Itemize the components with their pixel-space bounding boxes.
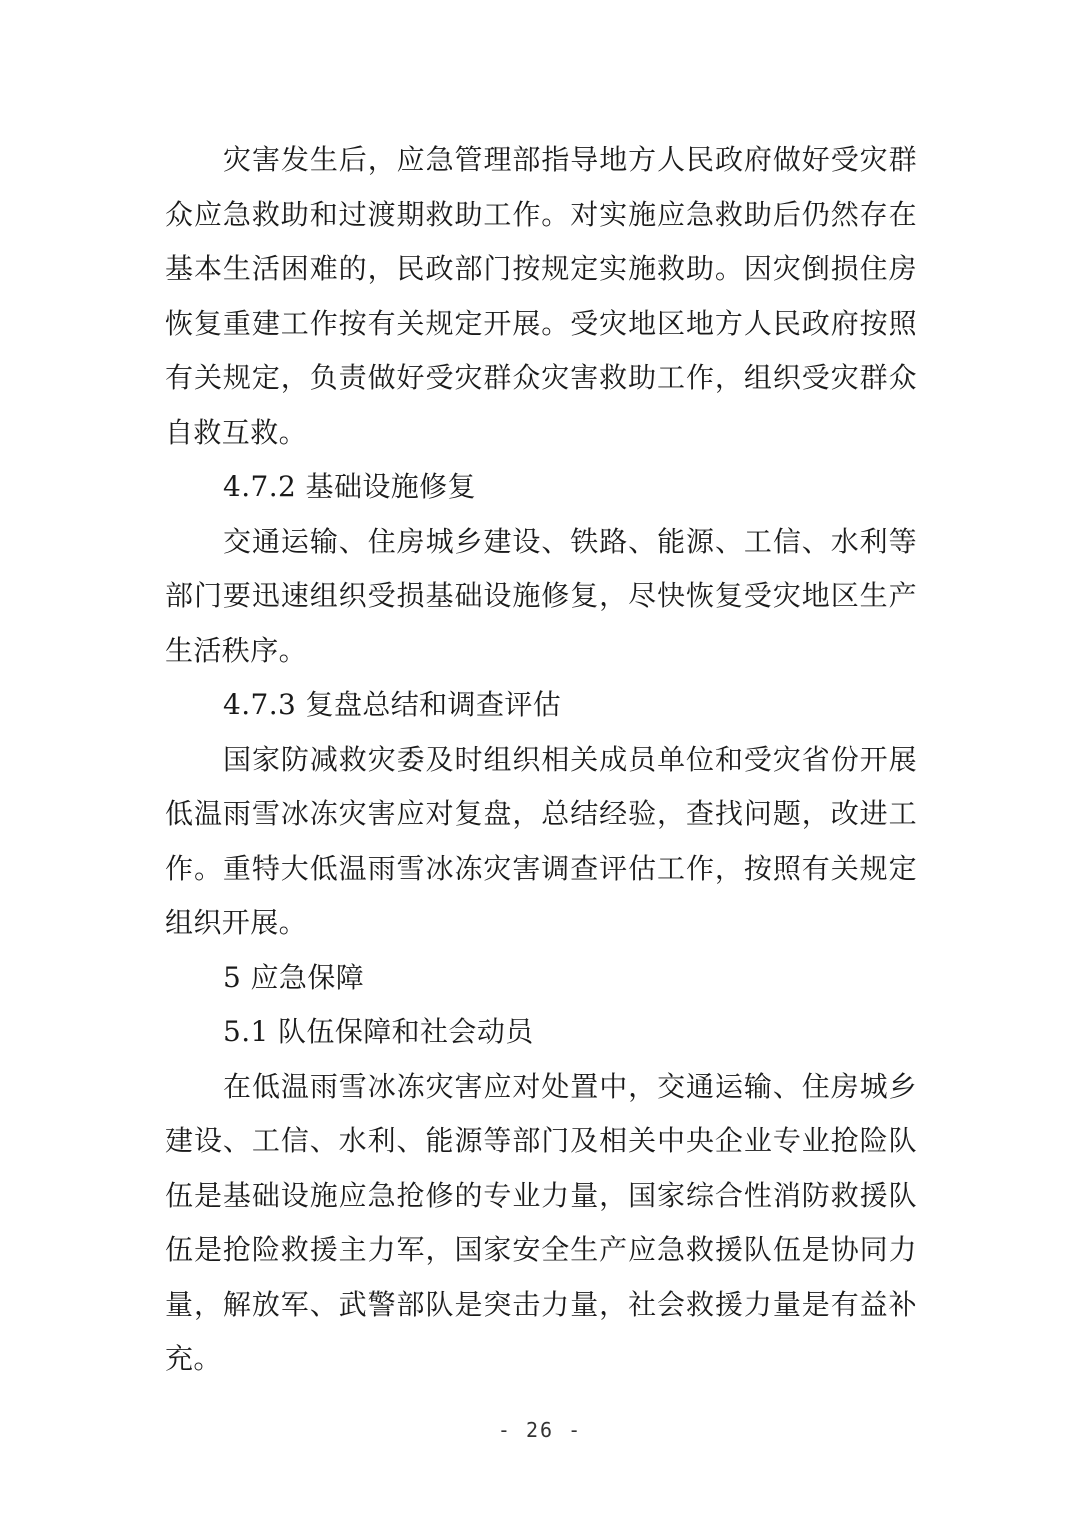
- heading-5: 5 应急保障: [223, 960, 365, 994]
- paragraph-disaster-relief: 灾害发生后，应急管理部指导地方人民政府做好受灾群众应急救助和过渡期救助工作。对实施应急救助后仍然存在基本生活困难的，民政部门按规定实施救助。因灾倒损住房恢复重建工作按有关规定开展。受灾地区地方人民政府按照有关规定，负责做好受灾群众灾害救助工作，组织受灾群众自救互救。: [165, 143, 917, 449]
- page-number: - 26 -: [497, 1418, 583, 1442]
- heading-4-7-2: 4.7.2 基础设施修复: [223, 470, 476, 503]
- document-body: [165, 133, 917, 1387]
- paragraph-team-support: 在低温雨雪冰冻灾害应对处置中，交通运输、住房城乡建设、工信、水利、能源等部门及相关中央企业专业抢险队伍是基础设施应急抢修的专业力量，国家综合性消防救援队伍是抢险救援主力军，国家安全生产应急救援队伍是协同力量，解放军、武警部队是突击力量，社会救援力量是有益补充。: [165, 1069, 917, 1375]
- paragraph-infrastructure-repair: 交通运输、住房城乡建设、铁路、能源、工信、水利等部门要迅速组织受损基础设施修复，尽快恢复受灾地区生产生活秩序。: [165, 524, 917, 667]
- heading-5-1: 5.1 队伍保障和社会动员: [223, 1015, 534, 1048]
- paragraph-review-assessment: 国家防减救灾委及时组织相关成员单位和受灾省份开展低温雨雪冰冻灾害应对复盘，总结经验，查找问题，改进工作。重特大低温雨雪冰冻灾害调查评估工作，按照有关规定组织开展。: [165, 742, 917, 939]
- heading-4-7-3: 4.7.3 复盘总结和调查评估: [223, 688, 562, 721]
